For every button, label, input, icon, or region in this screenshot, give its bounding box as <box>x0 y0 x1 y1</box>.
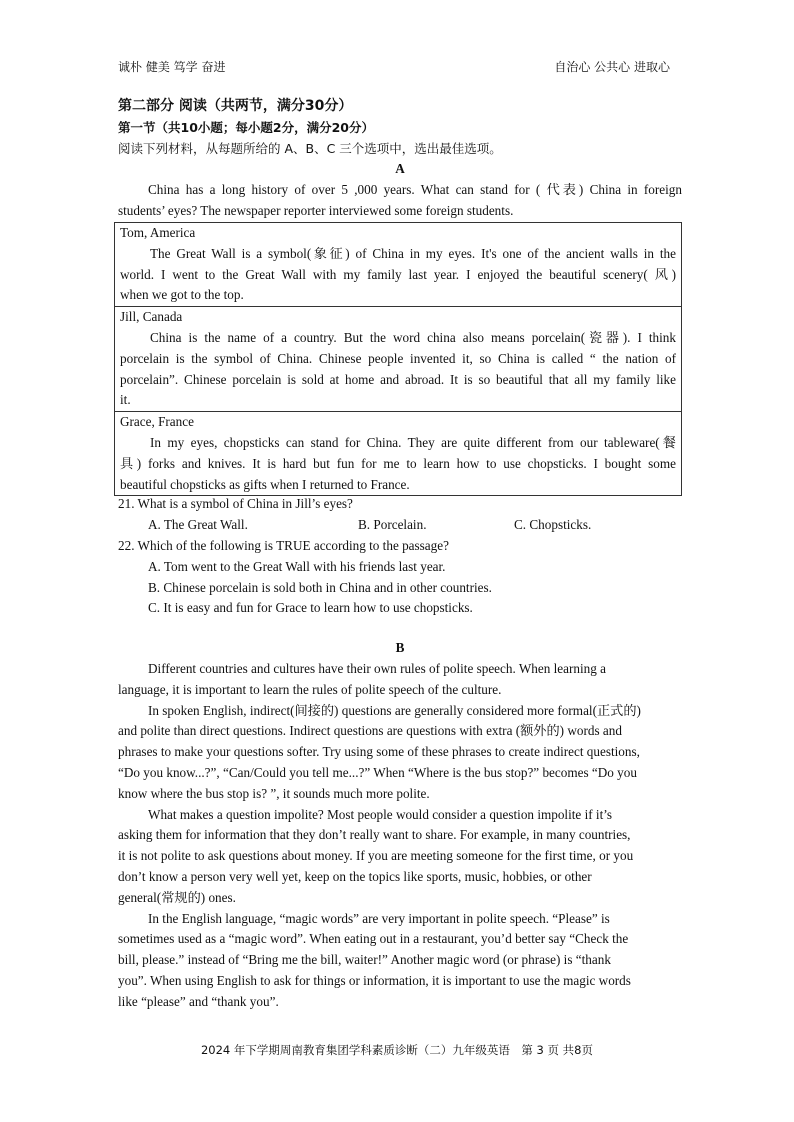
question-21 <box>118 494 682 536</box>
passage-a-label: A <box>395 161 405 176</box>
interview-table <box>114 222 682 496</box>
entry-name: Tom, America <box>120 225 196 240</box>
question-stem: 22. Which of the following is TRUE according to the passage? <box>118 538 449 553</box>
page-footer: 2024 年下学期周南教育集团学科素质诊断（二）九年级英语 第 3 页 共8页 <box>200 1043 594 1057</box>
text-line: bill, please.” instead of “Bring me the bill, waiter!” Another magic word (or phrase) is “thank <box>118 952 611 968</box>
text-line: In my eyes, chopsticks can stand for China. They are quite different from our tableware(餐 <box>150 434 676 450</box>
text-line: porcelain is the symbol of China. Chinese people invented it, so China is called “ the nation of <box>120 350 676 366</box>
interview-entry-tom <box>115 223 681 307</box>
option-c[interactable]: C. Chopsticks. <box>514 516 592 532</box>
paragraph <box>118 805 682 909</box>
text-line: know where the bus stop is? ”, it sounds much more polite. <box>118 785 430 801</box>
text-line: What makes a question impolite? Most people would consider a question impolite if it’s <box>148 806 613 822</box>
option-a[interactable]: A. The Great Wall. <box>148 516 248 532</box>
text-line: it is not polite to ask questions about money. If you are meeting someone for the first time, or you <box>118 848 634 864</box>
entry-name: Grace, France <box>120 414 194 430</box>
text-line: don’t know a person very well yet, keep on the topics like sports, music, hobbies, or other <box>118 868 592 884</box>
text-line: asking them for information that they don’t really want to share. For example, in many countries, <box>118 827 631 843</box>
question-stem: 21. What is a symbol of China in Jill’s eyes? <box>118 496 353 511</box>
text-line: language, it is important to learn the rules of polite speech of the culture. <box>118 681 502 697</box>
text-line: phrases to make your questions softer. Try using some of these phrases to create indirect questions, <box>118 744 640 760</box>
text-line: China is the name of a country. But the word china also means porcelain(瓷器). I think <box>150 329 676 345</box>
header-motto-left: 诚朴 健美 笃学 奋进 <box>118 60 226 74</box>
text-line: world. I went to the Great Wall with my family last year. I enjoyed the beautiful scenery( 风) <box>120 266 676 282</box>
text-line: China has a long history of over 5 ,000 years. What can stand for ( 代表) China in foreign <box>148 182 682 197</box>
interview-entry-grace <box>115 412 681 495</box>
text-line: like “please” and “thank you”. <box>118 993 279 1009</box>
paragraph <box>118 701 682 805</box>
question-22 <box>118 536 682 619</box>
text-line: “Do you know...?”, “Can/Could you tell me...?” When “Where is the bus stop?” becomes “Do you <box>118 764 637 780</box>
option-c[interactable]: C. It is easy and fun for Grace to learn how to use chopsticks. <box>148 600 473 616</box>
option-a[interactable]: A. Tom went to the Great Wall with his friends last year. <box>148 558 446 574</box>
text-line: beautiful chopsticks as gifts when I returned to France. <box>120 476 410 492</box>
question-options <box>118 515 682 536</box>
passage-b-label: B <box>395 640 405 655</box>
text-line: it. <box>120 392 131 408</box>
text-line: porcelain”. Chinese porcelain is sold at home and abroad. It is so beautiful that all my family like <box>120 371 676 387</box>
option-b[interactable]: B. Chinese porcelain is sold both in China and in other countries. <box>148 579 492 595</box>
text-line: In the English language, “magic words” are very important in polite speech. “Please” is <box>148 910 610 926</box>
interview-entry-jill <box>115 307 681 412</box>
option-b[interactable]: B. Porcelain. <box>358 516 427 532</box>
text-line: The Great Wall is a symbol(象征) of China in my eyes. It's one of the ancient walls in the <box>150 245 676 261</box>
passage-b-body <box>118 659 682 1013</box>
text-line: 具) forks and knives. It is hard but fun for me to learn how to use chopsticks. I bought some <box>120 455 676 471</box>
paragraph <box>118 909 682 1013</box>
section-subtitle: 第一节（共10小题；每小题2分，满分20分） <box>118 120 374 135</box>
section-title: 第二部分 阅读（共两节，满分30分） <box>118 98 353 114</box>
entry-name: Jill, Canada <box>120 309 183 325</box>
passage-a-intro <box>118 180 682 222</box>
text-line: you”. When using English to ask for things or information, it is important to use the magic words <box>118 972 631 988</box>
header-motto-right: 自治心 公共心 进取心 <box>554 60 670 74</box>
section-instruction: 阅读下列材料，从每题所给的 A、B、C 三个选项中，选出最佳选项。 <box>118 141 502 156</box>
text-line: general(常规的) ones. <box>118 889 236 905</box>
text-line: In spoken English, indirect(间接的) questions are generally considered more formal(正式的) <box>148 702 641 718</box>
text-line: sometimes used as a “magic word”. When eating out in a restaurant, you’d better say “Check the <box>118 931 629 947</box>
text-line: Different countries and cultures have their own rules of polite speech. When learning a <box>148 661 606 676</box>
paragraph <box>118 659 682 701</box>
text-line: and polite than direct questions. Indirect questions are questions with extra (额外的) words and <box>118 723 622 739</box>
text-line: when we got to the top. <box>120 287 244 303</box>
text-line: students’ eyes? The newspaper reporter interviewed some foreign students. <box>118 202 514 218</box>
